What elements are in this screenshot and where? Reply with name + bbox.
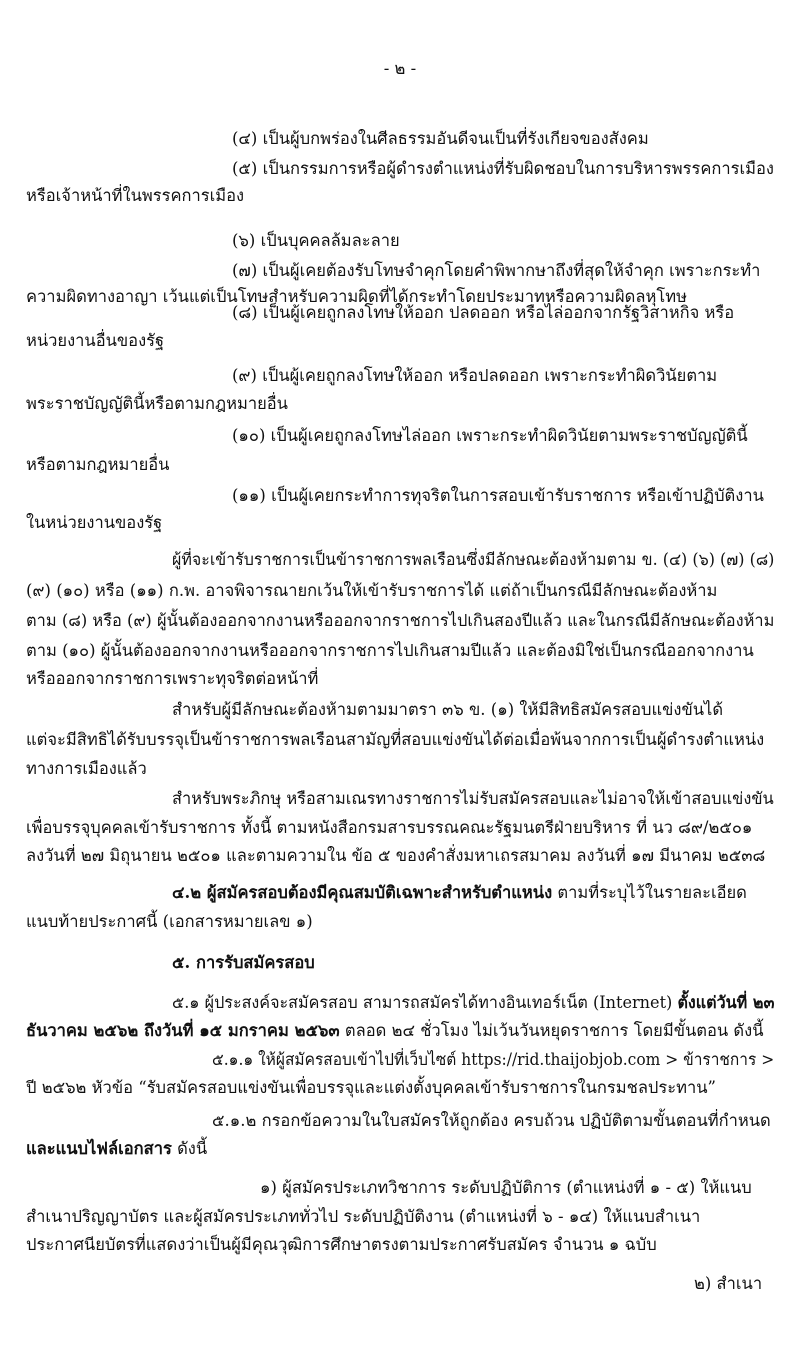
clause-11: (๑๑) เป็นผู้เคยกระทำการทุจริตในการสอบเข้ารับราชการ หรือเข้าปฏิบัติงาน: [232, 486, 764, 505]
section-5-1-2: ๕.๑.๒ กรอกข้อความในใบสมัครให้ถูกต้อง ครบถ้วน ปฏิบัติตามขั้นตอนที่กำหนด: [212, 1111, 771, 1130]
clause-4: (๔) เป็นผู้บกพร่องในศีลธรรมอันดีจนเป็นที่รังเกียจของสังคม: [232, 129, 649, 148]
paragraph-monks: สำหรับพระภิกษุ หรือสามเณรทางราชการไม่รับสมัครสอบและไม่อาจให้เข้าสอบแข่งขัน: [172, 789, 774, 808]
section-5-1-1: ๕.๑.๑ ให้ผู้สมัครสอบเข้าไปที่เว็บไซต์ https://rid.thaijobjob.com > ข้าราชการ >: [212, 1050, 775, 1069]
item-1: ๑) ผู้สมัครประเภทวิชาการ ระดับปฏิบัติการ (ตำแหน่งที่ ๑ - ๕) ให้แนบ: [260, 1178, 752, 1197]
paragraph-political-3: ทางการเมืองแล้ว: [26, 759, 147, 778]
attach-documents-heading: และแนบไฟล์เอกสาร: [26, 1139, 172, 1158]
section-5-1-date-range: ธันวาคม ๒๕๖๒ ถึงวันที่ ๑๕ มกราคม ๒๕๖๓: [26, 1021, 340, 1040]
section-5-1: [172, 990, 775, 1016]
section-5-1-text: ๕.๑ ผู้ประสงค์จะสมัครสอบ สามารถสมัครได้ทางอินเทอร์เน็ต (Internet): [172, 993, 678, 1012]
section-5-1-2-cont: [26, 1136, 207, 1162]
clause-7-cont: ความผิดทางอาญา เว้นแต่เป็นโทษสำหรับความผิดที่ได้กระทำโดยประมาทหรือความผิดลหุโทษ: [26, 287, 687, 306]
paragraph-exemption-3: ตาม (๘) หรือ (๙) ผู้นั้นต้องออกจากงานหรือออกจากราชการไปเกินสองปีแล้ว และในกรณีมีลักษณะต้องห้าม: [26, 611, 775, 630]
section-5-1-cont: [26, 1018, 763, 1044]
paragraph-exemption-5: หรือออกจากราชการเพราะทุจริตต่อหน้าที่: [26, 669, 319, 688]
section-4-2-text: ตามที่ระบุไว้ในรายละเอียด: [552, 883, 747, 902]
paragraph-monks-2: เพื่อบรรจุบุคคลเข้ารับราชการ ทั้งนี้ ตามหนังสือกรมสารบรรณคณะรัฐมนตรีฝ่ายบริหาร ที่ นว ๘๙/๒๕๐๑: [26, 818, 753, 837]
clause-10: (๑๐) เป็นผู้เคยถูกลงโทษไล่ออก เพราะกระทำผิดวินัยตามพระราชบัญญัตินี้: [232, 426, 748, 445]
paragraph-monks-3: ลงวันที่ ๒๗ มิถุนายน ๒๕๐๑ และตามความใน ข้อ ๕ ของคำสั่งมหาเถรสมาคม ลงวันที่ ๑๗ มีนาคม ๒๕๓๘: [26, 846, 766, 865]
clause-8-cont: หน่วยงานอื่นของรัฐ: [26, 331, 165, 350]
clause-8: (๘) เป็นผู้เคยถูกลงโทษให้ออก ปลดออก หรือไล่ออกจากรัฐวิสาหกิจ หรือ: [232, 303, 735, 322]
paragraph-exemption: ผู้ที่จะเข้ารับราชการเป็นข้าราชการพลเรือนซึ่งมีลักษณะต้องห้ามตาม ข. (๔) (๖) (๗) (๘): [172, 550, 775, 569]
paragraph-exemption-2: (๙) (๑๐) หรือ (๑๑) ก.พ. อาจพิจารณายกเว้นให้เข้ารับราชการได้ แต่ถ้าเป็นกรณีมีลักษณะต้องห้าม: [26, 581, 718, 600]
clause-9-cont: พระราชบัญญัตินี้หรือตามกฎหมายอื่น: [26, 394, 288, 413]
attach-documents-text: ดังนี้: [171, 1139, 208, 1158]
clause-5: (๕) เป็นกรรมการหรือผู้ดำรงตำแหน่งที่รับผิดชอบในการบริหารพรรคการเมือง: [232, 159, 774, 178]
paragraph-political-2: แต่จะมีสิทธิได้รับบรรจุเป็นข้าราชการพลเรือนสามัญที่สอบแข่งขันได้ต่อเมื่อพ้นจากการเป็นผู้ดำรงตำแหน่ง: [26, 730, 765, 749]
item-1-cont: สำเนาปริญญาบัตร และผู้สมัครประเภททั่วไป ระดับปฏิบัติงาน (ตำแหน่งที่ ๖ - ๑๔) ให้แนบสำเนา: [26, 1207, 701, 1226]
paragraph-political: สำหรับผู้มีลักษณะต้องห้ามตามมาตรา ๓๖ ข. (๑) ให้มีสิทธิสมัครสอบแข่งขันได้: [172, 700, 724, 719]
section-4-2-heading: ๔.๒ ผู้สมัครสอบต้องมีคุณสมบัติเฉพาะสำหรับตำแหน่ง: [172, 883, 553, 902]
clause-7: (๗) เป็นผู้เคยต้องรับโทษจำคุกโดยคำพิพากษาถึงที่สุดให้จำคุก เพราะกระทำ: [232, 261, 761, 280]
clause-10-cont: หรือตามกฎหมายอื่น: [26, 455, 170, 474]
clause-5-cont: หรือเจ้าหน้าที่ในพรรคการเมือง: [26, 186, 245, 205]
section-5-1-date-start: ตั้งแต่วันที่ ๒๓: [677, 993, 775, 1012]
clause-9: (๙) เป็นผู้เคยถูกลงโทษให้ออก หรือปลดออก เพราะกระทำผิดวินัยตาม: [232, 366, 718, 385]
section-5-heading: [172, 950, 315, 976]
item-2-start: ๒) สำเนา: [694, 1274, 763, 1293]
section-4-2: [172, 880, 747, 906]
clause-11-cont: ในหน่วยงานของรัฐ: [26, 513, 163, 532]
page-number: - ๒ -: [383, 59, 417, 78]
item-1-cont-2: ประกาศนียบัตรที่แสดงว่าเป็นผู้มีคุณวุฒิการศึกษาตรงตามประกาศรับสมัคร จำนวน ๑ ฉบับ: [26, 1235, 657, 1254]
section-5-title: ๕. การรับสมัครสอบ: [172, 953, 315, 972]
paragraph-exemption-4: ตาม (๑๐) ผู้นั้นต้องออกจากงานหรือออกจากราชการไปเกินสามปีแล้ว และต้องมิใช่เป็นกรณีออกจากงาน: [26, 641, 754, 660]
clause-6: (๖) เป็นบุคคลล้มละลาย: [232, 231, 400, 250]
section-5-1-1-cont: ปี ๒๕๖๒ หัวข้อ “รับสมัครสอบแข่งขันเพื่อบรรจุและแต่งตั้งบุคคลเข้ารับราชการในกรมชลประทาน”: [26, 1078, 716, 1097]
section-4-2-cont: แนบท้ายประกาศนี้ (เอกสารหมายเลข ๑): [26, 912, 313, 931]
section-5-1-cont-text: ตลอด ๒๔ ชั่วโมง ไม่เว้นวันหยุดราชการ โดยมีขั้นตอน ดังนี้: [339, 1021, 764, 1040]
